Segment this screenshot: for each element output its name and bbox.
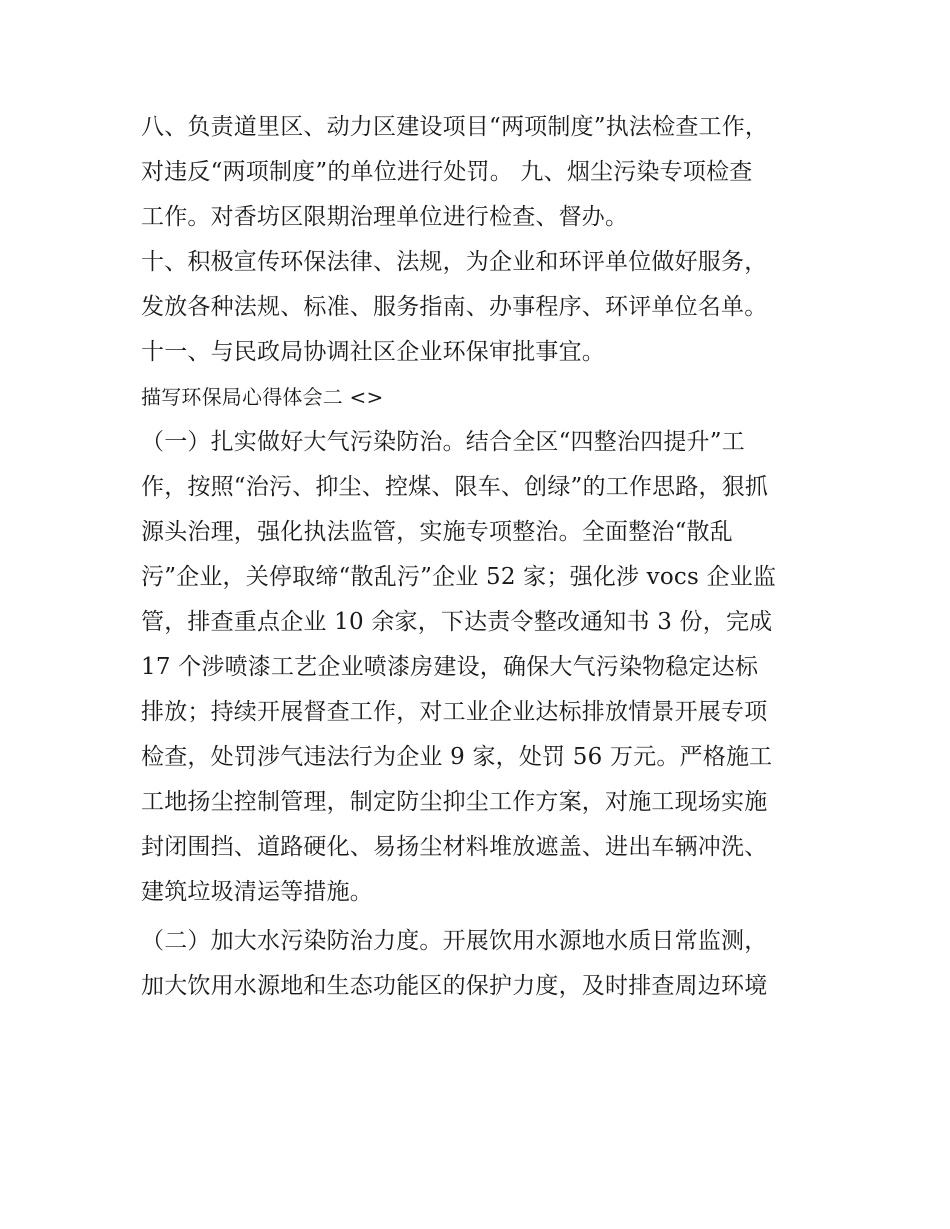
text-line: 检查，处罚涉气违法行为企业 9 家，处罚 56 万元。严格施工 <box>141 744 773 770</box>
document-body <box>141 105 821 1009</box>
text-line: 作，按照“治污、抑尘、控煤、限车、创绿”的工作思路，狠抓 <box>141 474 769 500</box>
text-line: 管，排查重点企业 10 余家，下达责令整改通知书 3 份，完成 <box>141 609 773 635</box>
text-line: 排放；持续开展督查工作，对工业企业达标排放情景开展专项 <box>141 699 768 725</box>
text-line: 工地扬尘控制管理，制定防尘抑尘工作方案，对施工现场实施 <box>141 789 768 815</box>
text-line: 发放各种法规、标准、服务指南、办事程序、环评单位名单。 <box>141 294 768 320</box>
text-line: （二）加大水污染防治力度。开展饮用水源地水质日常监测， <box>141 928 768 954</box>
text-line: 十一、与民政局协调社区企业环保审批事宜。 <box>141 339 605 365</box>
text-line: 八、负责道里区、动力区建设项目“两项制度”执法检查工作， <box>141 114 769 140</box>
text-line: 对违反“两项制度”的单位进行处罚。 九、烟尘污染专项检查 <box>141 159 753 185</box>
text-line: 封闭围挡、道路硬化、易扬尘材料堆放遮盖、进出车辆冲洗、 <box>141 834 768 860</box>
text-line: 17 个涉喷漆工艺企业喷漆房建设，确保大气污染物稳定达标 <box>141 654 759 680</box>
text-line: 建筑垃圾清运等措施。 <box>141 879 373 905</box>
text-line: 十、积极宣传环保法律、法规，为企业和环评单位做好服务， <box>141 249 768 275</box>
text-line: 工作。对香坊区限期治理单位进行检查、督办。 <box>141 204 629 230</box>
section-heading: 描写环保局心得体会二 <> <box>141 385 384 409</box>
text-line: （一）扎实做好大气污染防治。结合全区“四整治四提升”工 <box>141 429 745 455</box>
text-line: 污”企业，关停取缔“散乱污”企业 52 家；强化涉 vocs 企业监 <box>141 564 777 590</box>
text-line: 加大饮用水源地和生态功能区的保护力度，及时排查周边环境 <box>141 973 768 999</box>
text-line: 源头治理，强化执法监管，实施专项整治。全面整治“散乱 <box>141 519 733 545</box>
